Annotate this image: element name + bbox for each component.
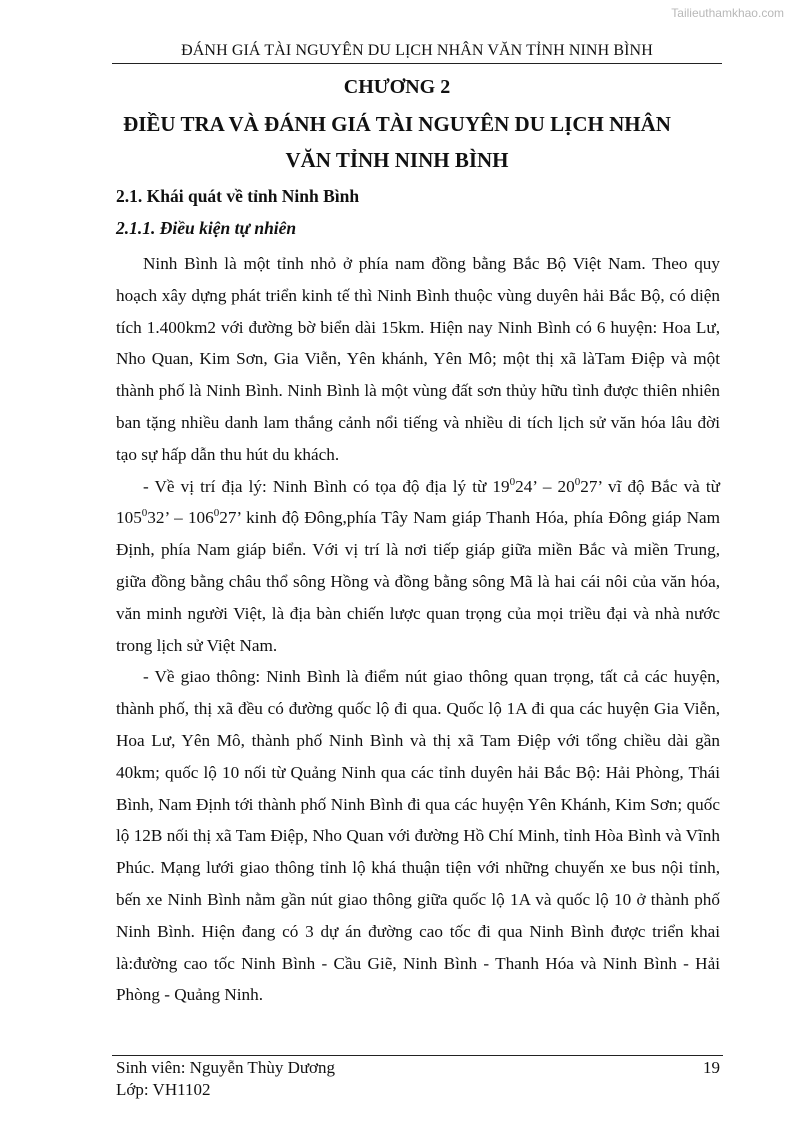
- degree-mark: 0: [509, 475, 516, 488]
- paragraph-overview: Ninh Bình là một tỉnh nhỏ ở phía nam đồng bằng Bắc Bộ Việt Nam. Theo quy hoạch xây dựng phát triển kinh tế thì Ninh Bình thuộc vùng duyên hải Bắc Bộ, có diện tích 1.400km2 với đường bờ biển dài 15km. Hiện nay Ninh Bình có 6 huyện: Hoa Lư, Nho Quan, Kim Sơn, Gia Viễn, Yên khánh, Yên Mô; một thị xã làTam Điệp và một thành phố là Ninh Bình. Ninh Bình là một vùng đất sơn thủy hữu tình được thiên nhiên ban tặng nhiều danh lam thắng cảnh nổi tiếng và nhiều di tích lịch sử văn hóa lâu đời tạo sự hấp dẫn thu hút du khách.: [116, 254, 720, 464]
- footer-divider: [112, 1055, 723, 1056]
- chapter-title-line-1: ĐIỀU TRA VÀ ĐÁNH GIÁ TÀI NGUYÊN DU LỊCH NHÂN: [123, 112, 671, 136]
- location-text-3: 27’ vĩ độ Bắc và từ 105: [116, 476, 720, 528]
- watermark: Tailieuthamkhao.com: [671, 6, 784, 20]
- paragraph-location: [116, 471, 720, 662]
- body-text: [116, 248, 720, 1011]
- footer-class: Lớp: VH1102: [116, 1080, 211, 1099]
- degree-mark: 0: [213, 507, 220, 520]
- chapter-label: CHƯƠNG 2: [343, 76, 451, 98]
- chapter-title-line-2: VĂN TỈNH NINH BÌNH: [285, 148, 509, 172]
- page-number: 19: [703, 1058, 720, 1077]
- location-text-5: 27’ kinh độ Đông,phía Tây Nam giáp Thanh Hóa, phía Đông giáp Nam Định, phía Nam giáp biển. Với vị trí là nơi tiếp giáp giữa miền Bắc và miền Trung, giữa đồng bằng châu thổ sông Hồng và đồng bằng sông Mã là hai cái nôi của văn hóa, văn minh người Việt, là địa bàn chiến lược quan trọng của mọi triều đại và nhà nước trong lịch sử Việt Nam.: [116, 508, 720, 655]
- running-header: ĐÁNH GIÁ TÀI NGUYÊN DU LỊCH NHÂN VĂN TỈNH NINH BÌNH: [112, 42, 722, 64]
- degree-mark: 0: [574, 475, 581, 488]
- section-heading: 2.1. Khái quát về tỉnh Ninh Bình: [116, 186, 360, 206]
- degree-mark: 0: [141, 507, 148, 520]
- footer-student: Sinh viên: Nguyễn Thùy Dương: [116, 1058, 336, 1077]
- paragraph-transport: - Về giao thông: Ninh Bình là điểm nút giao thông quan trọng, tất cả các huyện, thành phố, thị xã đều có đường quốc lộ đi qua. Quốc lộ 1A đi qua các huyện Gia Viễn, Hoa Lư, Yên Mô, thành phố Ninh Bình và thị xã Tam Điệp với tổng chiều dài gần 40km; quốc lộ 10 nối từ Quảng Ninh qua các tỉnh duyên hải Bắc Bộ: Hải Phòng, Thái Bình, Nam Định tới thành phố Ninh Bình đi qua các huyện Yên Khánh, Kim Sơn; quốc lộ 12B nối thị xã Tam Điệp, Nho Quan với đường Hồ Chí Minh, tỉnh Hòa Bình và Vĩnh Phúc. Mạng lưới giao thông tỉnh lộ khá thuận tiện với những chuyến xe bus nội tỉnh, bến xe Ninh Bình nằm gần nút giao thông giữa quốc lộ 1A và quốc lộ 10 ở thành phố Ninh Bình. Hiện đang có 3 dự án đường cao tốc đi qua Ninh Bình được triển khai là:đường cao tốc Ninh Bình - Cầu Giẽ, Ninh Bình - Thanh Hóa và Ninh Bình - Hải Phòng - Quảng Ninh.: [116, 667, 720, 1005]
- location-text-2: 24’ – 20: [515, 476, 575, 496]
- location-text-1: - Về vị trí địa lý: Ninh Bình có tọa độ địa lý từ 19: [143, 476, 510, 496]
- subsection-heading: 2.1.1. Điều kiện tự nhiên: [116, 218, 297, 238]
- location-text-4: 32’ – 106: [147, 508, 214, 528]
